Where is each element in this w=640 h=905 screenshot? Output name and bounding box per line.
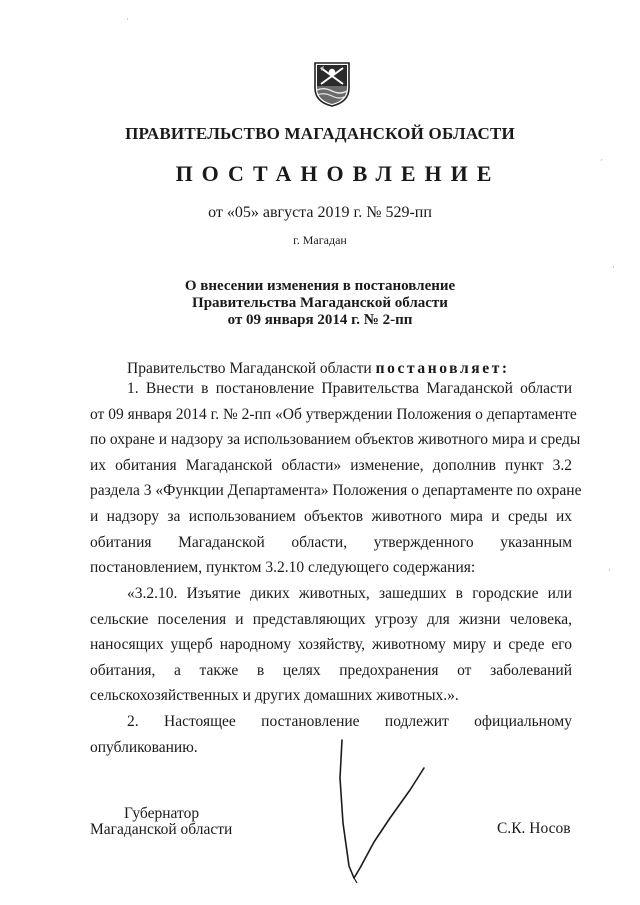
text-line: раздела 3 «Функции Департамента» Положения о департаменте по охране	[90, 482, 582, 500]
date-and-number: от «05» августа 2019 г. № 529-пп	[208, 204, 432, 221]
document-heading	[0, 278, 640, 329]
text-line: и надзору за использованием объектов животного мира и среды их	[90, 507, 572, 525]
scan-speck: ·	[608, 565, 611, 575]
signatory-title-line-1: Губернатор	[124, 805, 200, 822]
text-line: обитания, а также в целях предохранения от заболеваний	[90, 661, 572, 679]
text-line: обитания Магаданской области, утвержденного указанным	[90, 533, 572, 551]
signatory-name: С.К. Носов	[497, 820, 571, 837]
magadan-coat-of-arms-icon	[312, 60, 352, 108]
document-type: ПОСТАНОВЛЕНИЕ	[175, 161, 501, 186]
text-line: 1. Внести в постановление Правительства Магаданской области	[127, 380, 572, 397]
heading-line: от 09 января 2014 г. № 2-пп	[227, 312, 413, 328]
text-line: постановлением, пунктом 3.2.10 следующего содержания:	[90, 559, 476, 577]
text-line: сельские поселения и представляющих угрозу для жизни человека,	[90, 610, 572, 628]
paragraph-2	[90, 581, 572, 709]
heading-line: Правительства Магаданской области	[192, 295, 448, 311]
text-line: сельскохозяйственных и других домашних животных.».	[90, 687, 459, 705]
text-line: «3.2.10. Изъятие диких животных, зашедших в городские или	[127, 585, 572, 602]
heading-line: О внесении изменения в постановление	[184, 278, 456, 294]
text-line: наносящих ущерб народному хозяйству, животному миру и среде его	[90, 636, 572, 654]
organization-title: ПРАВИТЕЛЬСТВО МАГАДАНСКОЙ ОБЛАСТИ	[125, 124, 515, 143]
text-line: их обитания Магаданской области» изменение, дополнив пункт 3.2	[90, 456, 572, 474]
text-line: по охране и надзору за использованием объектов животного мира и среды	[90, 431, 581, 449]
paragraph-1	[90, 376, 582, 581]
handwritten-signature	[330, 738, 440, 888]
scan-speck: ·	[600, 155, 603, 165]
text-line: от 09 января 2014 г. № 2-пп «Об утверждении Положения о департаменте	[90, 405, 577, 423]
text-line: опубликованию.	[90, 738, 198, 756]
scan-speck: ·	[126, 14, 129, 24]
city: г. Магадан	[293, 233, 347, 247]
signatory-title-line-2: Магаданской области	[90, 821, 233, 838]
intro-text: Правительство Магаданской области	[127, 360, 372, 377]
text-line: 2. Настоящее постановление подлежит официальному	[127, 713, 572, 730]
intro-verb: постановляет:	[375, 360, 510, 377]
scan-speck: ·	[612, 262, 615, 272]
